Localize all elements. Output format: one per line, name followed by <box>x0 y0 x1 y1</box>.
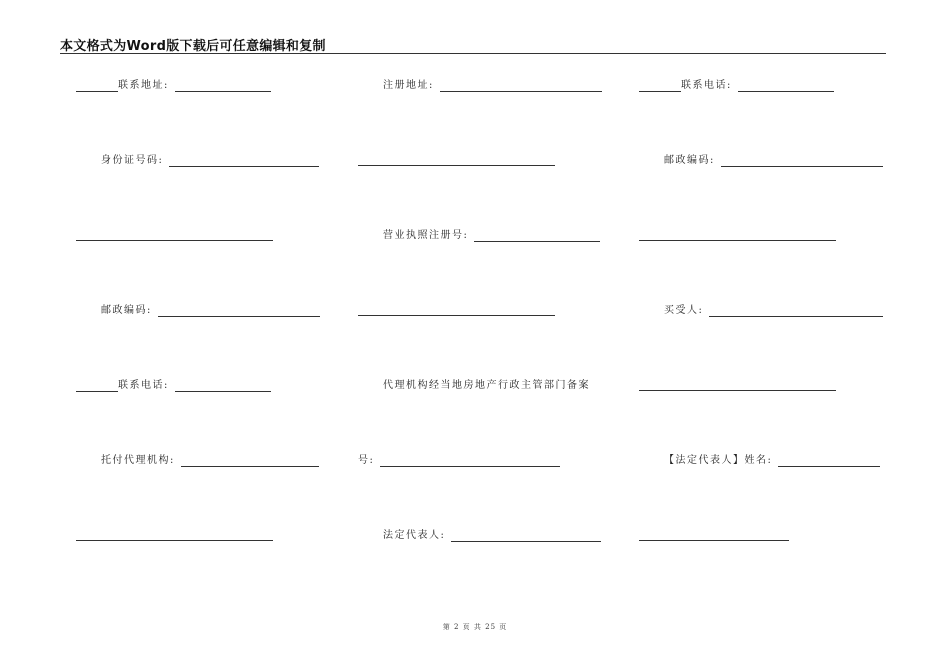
blank-line[interactable] <box>358 155 555 166</box>
field-label: 联系地址: <box>118 80 169 91</box>
blank-line[interactable] <box>175 81 271 92</box>
blank-field <box>76 530 273 541</box>
field-label: 联系电话: <box>681 80 732 91</box>
blank-line[interactable] <box>158 306 320 317</box>
field-label: 代理机构经当地房地产行政主管部门备案 <box>383 380 590 391</box>
footer-page-number: 2 <box>453 623 460 631</box>
contact-phone-field <box>639 80 834 92</box>
page-footer <box>0 622 950 632</box>
postal-code-field <box>664 155 883 167</box>
agency-record-text <box>383 380 590 392</box>
blank-line[interactable] <box>76 81 118 92</box>
field-label: 邮政编码: <box>664 155 715 166</box>
footer-total-pages: 25 <box>485 623 497 631</box>
blank-line[interactable] <box>639 230 836 241</box>
legal-rep-name-field <box>664 455 880 467</box>
field-label: 联系电话: <box>118 380 169 391</box>
blank-line[interactable] <box>451 531 601 542</box>
blank-line[interactable] <box>721 156 883 167</box>
footer-total-prefix: 共 <box>473 623 482 631</box>
legal-representative-field <box>383 530 601 542</box>
contact-phone-field <box>76 380 271 392</box>
postal-code-field <box>101 305 320 317</box>
blank-line[interactable] <box>358 305 555 316</box>
blank-line[interactable] <box>440 81 602 92</box>
blank-line[interactable] <box>639 81 681 92</box>
registered-address-field <box>383 80 602 92</box>
blank-line[interactable] <box>778 456 880 467</box>
id-number-field <box>101 155 319 167</box>
field-label: 号: <box>358 455 375 466</box>
blank-line[interactable] <box>76 381 118 392</box>
blank-field <box>76 230 273 241</box>
field-label: 【法定代表人】姓名: <box>664 455 773 466</box>
footer-total-unit: 页 <box>499 623 508 631</box>
record-number-field <box>358 455 560 467</box>
header-divider <box>60 53 886 54</box>
blank-line[interactable] <box>175 381 271 392</box>
blank-line[interactable] <box>738 81 834 92</box>
blank-field <box>358 155 555 166</box>
field-label: 身份证号码: <box>101 155 164 166</box>
page-header-title: 本文格式为Word版下载后可任意编辑和复制 <box>60 39 326 54</box>
field-label: 法定代表人: <box>383 530 446 541</box>
footer-page-unit: 页 <box>462 623 471 631</box>
blank-field <box>358 305 555 316</box>
blank-field <box>639 230 836 241</box>
field-label: 托付代理机构: <box>101 455 175 466</box>
blank-line[interactable] <box>709 306 883 317</box>
field-label: 邮政编码: <box>101 305 152 316</box>
blank-line[interactable] <box>639 380 836 391</box>
field-label: 营业执照注册号: <box>383 230 469 241</box>
blank-line[interactable] <box>181 456 319 467</box>
blank-line[interactable] <box>76 530 273 541</box>
blank-line[interactable] <box>169 156 319 167</box>
field-label: 买受人: <box>664 305 704 316</box>
field-label: 注册地址: <box>383 80 434 91</box>
blank-line[interactable] <box>639 530 789 541</box>
contact-address-field <box>76 80 271 92</box>
blank-line[interactable] <box>380 456 560 467</box>
blank-line[interactable] <box>76 230 273 241</box>
footer-prefix: 第 <box>442 623 451 631</box>
blank-line[interactable] <box>474 231 600 242</box>
business-license-field <box>383 230 600 242</box>
blank-field <box>639 530 789 541</box>
entrusted-agency-field <box>101 455 319 467</box>
blank-field <box>639 380 836 391</box>
buyer-field <box>664 305 883 317</box>
